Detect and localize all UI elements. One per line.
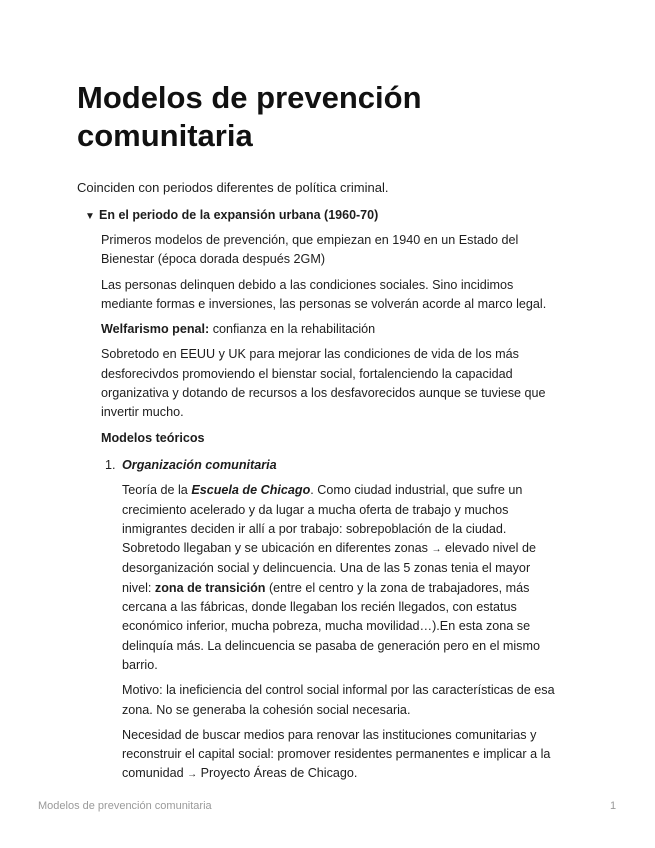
paragraph: Primeros modelos de prevención, que empiezan en 1940 en un Estado del Bienestar (época dorada después 2GM) (101, 233, 519, 267)
list-item-title: Organización comunitaria (122, 457, 277, 472)
intro-text: Coinciden con periodos diferentes de política criminal. (77, 180, 389, 195)
bold-term: zona de transición (154, 580, 266, 595)
bold-italic-term: Escuela de Chicago (191, 483, 311, 498)
subheading: Modelos teóricos (101, 430, 205, 445)
arrow-icon: → (431, 544, 442, 556)
toggle-arrow-icon[interactable]: ▼ (85, 211, 95, 222)
page-title: Modelos de prevención comunitaria (77, 80, 422, 153)
paragraph: Sobretodo en EEUU y UK para mejorar las condiciones de vida de los más desforecivdos promoviendo el bienstar social, fortalenciendo la capacidad organizativa y dotando de recursos a los desfavorecidos aunque se tuviese que invertir mucho. (101, 347, 546, 420)
paragraph: Teoría de la Escuela de Chicago. Como ciudad industrial, que sufre un crecimiento acelerado y da lugar a mucha oferta de trabajo y muchos inmigrantes deciden ir allí a por trabajo: sobrepoblación de la ciudad. Sobretodo llegaban y se ubicación en diferentes zonas → elevado nivel de desorganización social y delincuencia. Una de las 5 zonas tenia el mayor nivel: zona de transición (entre el centro y la zona de trabajadores, más cercana a las fábricas, donde llegaban los recién llegados, con estatus económico inferior, mucha pobreza, mucha movilidad…).En esta zona se delinquía más. La delincuencia se pasaba de generación pero en el mismo barrio. (122, 483, 540, 672)
bold-term: Welfarismo penal: (101, 322, 210, 337)
list-number: 1. (105, 457, 116, 472)
paragraph: Welfarismo penal: confianza en la rehabilitación (101, 322, 376, 337)
paragraph: Motivo: la ineficiencia del control social informal por las características de esa zona. No se generaba la cohesión social necesaria. (122, 683, 555, 717)
page-number: 1 (610, 800, 617, 812)
toggle-content (101, 231, 561, 791)
toggle-label: En el periodo de la expansión urbana (1960-70) (99, 208, 379, 222)
arrow-icon: → (187, 769, 198, 781)
toggle-heading[interactable] (85, 206, 378, 226)
list-item (101, 456, 561, 785)
paragraph: Las personas delinquen debido a las condiciones sociales. Sino incidimos mediante formas e inversiones, las personas se volverán acorde al marco legal. (101, 277, 547, 311)
paragraph: Necesidad de buscar medios para renovar las instituciones comunitarias y reconstruir el capital social: promover residentes permanentes e implicar a la comunidad → Proyecto Áreas de Chicago. (122, 727, 551, 781)
footer-title: Modelos de prevención comunitaria (38, 800, 212, 812)
